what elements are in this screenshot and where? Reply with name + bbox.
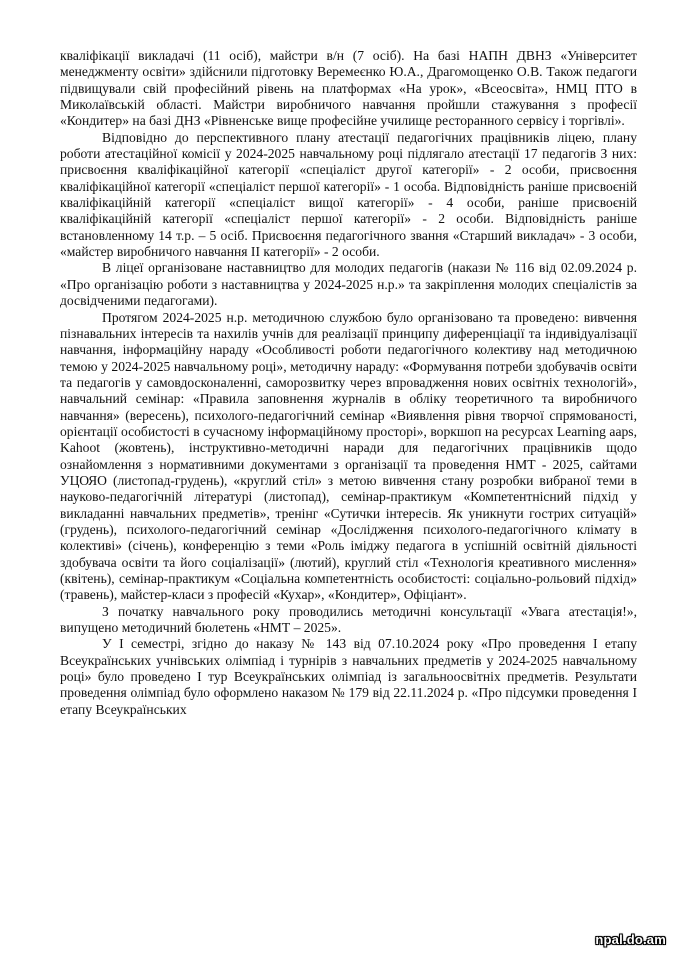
watermark: npal.do.am (595, 932, 666, 947)
paragraph-6: У І семестрі, згідно до наказу № 143 від 07.10.2024 року «Про проведення І етапу Всеукраїнських учнівських олімпіад і турнірів з навчальних предметів у 2024-2025 навчальному році» було проведено І тур Всеукраїнських олімпіад із загальноосвітніх предметів. Результати проведення олімпіад було оформлено наказом № 179 від 22.11.2024 р. «Про підсумки проведення І етапу Всеукраїнських (60, 636, 637, 717)
paragraph-2: Відповідно до перспективного плану атестації педагогічних працівників ліцею, плану роботи атестаційної комісії у 2024-2025 навчальному році підлягало атестації 17 педагогів З них: присвоєння кваліфікаційної категорії «спеціаліст другої категорії» - 2 особи, присвоєння кваліфікаційної категорії «спеціаліст першої категорії» - 1 особа. Відповідність раніше присвоєній кваліфікаційній категорії «спеціаліст вищої категорії» - 4 особи, раніше присвоєній кваліфікаційній категорії «спеціаліст першої категорії» - 2 особи. Відповідність раніше встановленному 14 т.р. – 5 осіб. Присвоєння педагогічного звання «Старший викладач» - 3 особи, «майстер виробничого навчання ІІ категорії» - 2 особи. (60, 129, 637, 260)
paragraph-3: В ліцеї організоване наставництво для молодих педагогів (накази № 116 від 02.09.2024 р. «Про організацію роботи з наставництва у 2024-2025 н.р.» та закріплення молодих спеціалістів за досвідченими педагогами). (60, 260, 637, 309)
paragraph-1: кваліфікації викладачі (11 осіб), майстри в/н (7 осіб). На базі НАПН ДВНЗ «Університет менеджменту освіти» здійснили підготовку Веремеєнко Ю.А., Драгомощенко О.В. Також педагоги підвищували свій професійний рівень на платформах «На урок», «Всеосвіта», НМЦ ПТО в Миколаївській області. Майстри виробничого навчання пройшли стажування з професії «Кондитер» на базі ДНЗ «Рівненське вище професійне училище ресторанного сервісу і торгівлі». (60, 48, 637, 129)
paragraph-4: Протягом 2024-2025 н.р. методичною службою було організовано та проведено: вивчення пізнавальних інтересів та нахилів учнів для реалізації принципу диференціації та індивідуалізації навчання, інформаційну нараду «Особливості роботи педагогічного колективу над методичною темою у 2024-2025 навчальному році», методичну нараду: «Формування потреби здобувачів освіти та педагогів у самовдосконаленні, саморозвитку через впровадження нових освітніх технологій», навчальний семінар: «Правила заповнення журналів в обліку теоретичного та виробничого навчання» (вересень), психолого-педагогічний семінар «Виявлення рівня творчої спрямованості, орієнтації особистості в сучасному інформаційному просторі», воркшоп на ресурсах Learning aaps, Kahoot (жовтень), інструктивно-методичні наради для педагогічних працівників щодо ознайомлення з нормативними документами з організації та проведення НМТ - 2025, сайтами УЦОЯО (листопад-грудень), «круглий стіл» з метою вивчення стану розробки вибраної теми в науково-педагогічній літературі (листопад), семінар-практикум «Компетентнісний підхід у викладанні навчальних предметів», тренінг «Сутички інтересів. Як уникнути гострих ситуацій» (грудень), психолого-педагогічний семінар «Дослідження психолого-педагогічного клімату в колективі» (січень), конференцію з теми «Роль іміджу педагога в успішній освітній діяльності здобувача освіти та його соціалізації» (лютий), круглий стіл «Технологія креативного мислення» (квітень), семінар-практикум «Соціальна компетентність особистості: соціально-рольовий підхід» (травень), майстер-класи з професій «Кухар», «Кондитер», Офіціант». (60, 309, 637, 603)
document-body (60, 48, 637, 718)
paragraph-5: З початку навчального року проводились методичні консультації «Увага атестація!», випущено методичний бюлетень «НМТ – 2025». (60, 603, 637, 636)
